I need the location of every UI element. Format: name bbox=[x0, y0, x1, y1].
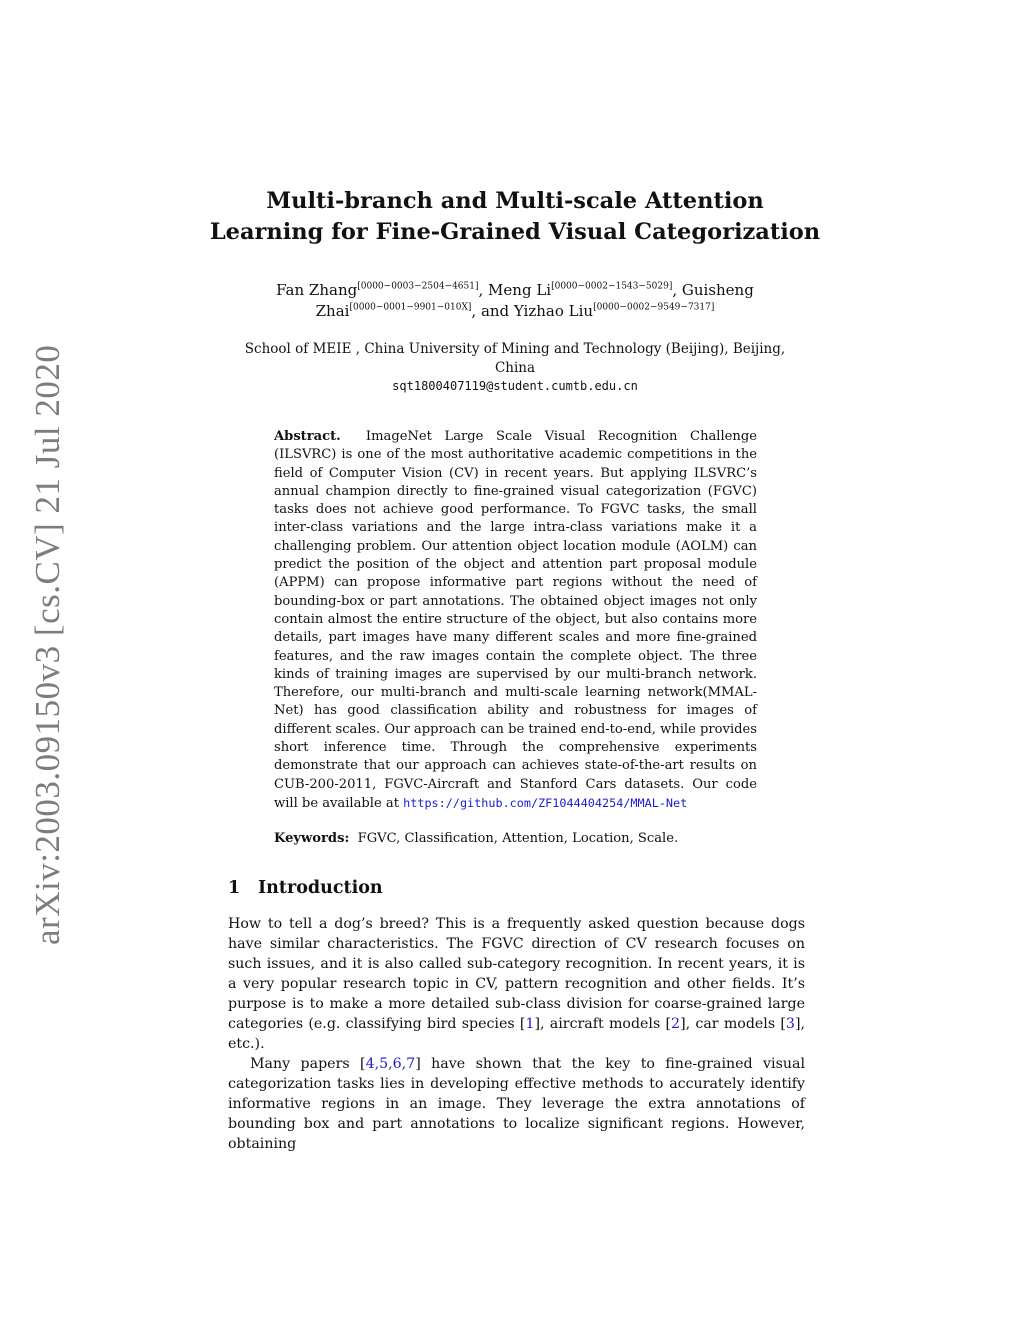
arxiv-identifier-stamp: arXiv:2003.09150v3 [cs.CV] 21 Jul 2020 bbox=[28, 344, 67, 945]
author-name: Yizhao Liu bbox=[513, 302, 594, 320]
section-title: Introduction bbox=[258, 878, 383, 898]
keywords-block bbox=[274, 830, 757, 848]
author-name: Fan Zhang bbox=[276, 281, 358, 299]
author-list bbox=[215, 280, 815, 322]
author-name: Meng Li bbox=[488, 281, 552, 299]
author-orcid: [0000−0003−2504−4651] bbox=[357, 281, 479, 292]
author-separator: , and bbox=[471, 302, 514, 320]
paragraph-text: ], aircraft models [ bbox=[534, 1016, 672, 1032]
paragraph-text: ], car models [ bbox=[680, 1016, 786, 1032]
affiliation-line-1: School of MEIE , China University of Mining and Technology (Beijing), Beijing, bbox=[244, 341, 786, 357]
title-line-1: Multi-branch and Multi-scale Attention bbox=[266, 188, 764, 214]
keywords-text: FGVC, Classification, Attention, Location, Scale. bbox=[357, 831, 679, 846]
title-line-2: Learning for Fine-Grained Visual Categorization bbox=[209, 219, 821, 245]
abstract-label: Abstract. bbox=[274, 429, 341, 444]
author-separator: , bbox=[478, 281, 489, 299]
author-orcid: [0000−0002−1543−5029] bbox=[551, 281, 673, 292]
section-heading bbox=[228, 876, 383, 900]
citation-link[interactable]: 2 bbox=[671, 1016, 681, 1032]
author-separator: , Guisheng bbox=[672, 281, 754, 299]
abstract-text: ImageNet Large Scale Visual Recognition Challenge (ILSVRC) is one of the most authoritative academic competitions in the field of Computer Vision (CV) in recent years. But applying ILSVRC’s annual champion directly to fine-grained visual categorization (FGVC) tasks does not achieve good performance. To FGVC tasks, the small inter-class variations and the large intra-class variations make it a challenging problem. Our attention object location module (AOLM) can predict the position of the object and attention part proposal module (APPM) can propose informative part regions without the need of bounding-box or part annotations. The obtained object images not only contain almost the entire structure of the object, but also contains more details, part images have many different scales and more fine-grained features, and the raw images contain the complete object. The three kinds of training images are supervised by our multi-branch network. Therefore, our multi-branch and multi-scale learning network(MMAL-Net) has good classification ability and robustness for images of different scales. Our approach can be trained end-to-end, while provides short inference time. Through the comprehensive experiments demonstrate that our approach can achieves state-of-the-art results on CUB-200-2011, FGVC-Aircraft and Stanford Cars datasets. Our code will be available at bbox=[274, 429, 757, 811]
affiliation-line-2: China bbox=[494, 359, 536, 376]
author-name: Zhai bbox=[315, 302, 350, 320]
affiliation-block bbox=[200, 340, 830, 396]
abstract-block bbox=[274, 428, 757, 813]
paper-title bbox=[200, 186, 830, 248]
author-email[interactable]: sqt1800407119@student.cumtb.edu.cn bbox=[392, 379, 638, 393]
paragraph-text: How to tell a dog’s breed? This is a frequently asked question because dogs have similar characteristics. The FGVC direction of CV research focuses on such issues, and it is also called sub-category recognition. In recent years, it is a very popular research topic in CV, pattern recognition and other fields. It’s purpose is to make a more detailed sub-class division for coarse-grained large categories (e.g. classifying bird species [ bbox=[228, 916, 805, 1032]
author-orcid: [0000−0001−9901−010X] bbox=[349, 302, 472, 313]
paragraph bbox=[228, 914, 805, 1054]
paragraph-text: ] have shown that the key to fine-grained visual categorization tasks lies in developing effective methods to accurately identify informative regions in an image. They leverage the extra annotations of bounding box and part annotations to localize significant regions. However, obtaining bbox=[228, 1056, 805, 1152]
paragraph-text: Many papers [ bbox=[250, 1056, 366, 1072]
citation-link[interactable]: 3 bbox=[785, 1016, 795, 1032]
introduction-body bbox=[228, 914, 805, 1154]
paragraph-text: ], etc.). bbox=[228, 1016, 805, 1052]
section-number: 1 bbox=[228, 878, 241, 898]
author-orcid: [0000−0002−9549−7317] bbox=[593, 302, 715, 313]
keywords-label: Keywords: bbox=[274, 831, 350, 846]
paragraph bbox=[228, 1054, 805, 1154]
citation-link[interactable]: 4,5,6,7 bbox=[365, 1056, 416, 1072]
code-repository-link[interactable]: https://github.com/ZF1044404254/MMAL-Net bbox=[403, 795, 688, 810]
citation-link[interactable]: 1 bbox=[525, 1016, 535, 1032]
